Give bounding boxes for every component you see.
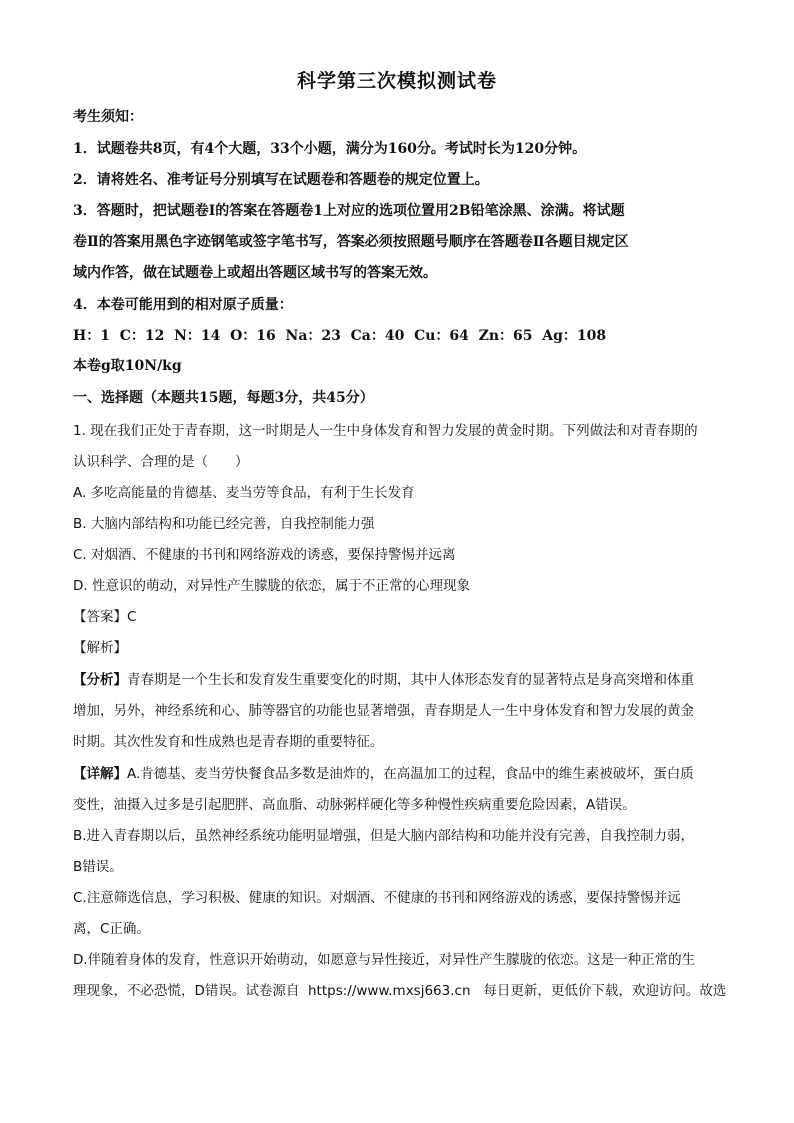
answer-value: C [127,609,137,625]
notice-item-2: 2．请将姓名、准考证号分别填写在试题卷和答题卷的规定位置上。 [73,172,489,188]
notice-item-3-line-2: 卷Ⅱ的答案用黑色字迹钢笔或签字笔书写，答案必须按照题号顺序在答题卷Ⅱ各题目规定区 [73,234,629,250]
notice-item-4: 4．本卷可能用到的相对原子质量： [73,297,293,313]
answer-line [73,608,733,626]
option-b: B. 大脑内部结构和功能已经完善，自我控制能力强 [73,516,375,532]
question-stem-line-2: 认识科学、合理的是（ ） [73,454,249,470]
question-stem-line-1: 1. 现在我们正处于青春期，这一时期是人一生中身体发育和智力发展的黄金时期。下列做法和对青春期的 [73,423,698,439]
xiangjie-d-line-2: 理现象，不必恐慌，D错误。试卷源自 https://www.mxsj663.cn 每日更新，更低价下载，欢迎访问。故选 [73,983,727,999]
fenxi-line-3: 时期。其次性发育和性成熟也是青春期的重要特征。 [73,734,384,750]
xiangjie-c-line-1: C.注意筛选信息，学习积极、健康的知识。对烟酒、不健康的书刊和网络游戏的诱惑，要保持警惕并远 [73,890,681,906]
option-a: A. 多吃高能量的肯德基、麦当劳等食品，有利于生长发育 [73,485,415,501]
analysis-label: 【解析】 [73,640,127,656]
notice-item-3-line-1: 3．答题时，把试题卷Ⅰ的答案在答题卷1上对应的选项位置用2B铅笔涂黑、涂满。将试题 [73,203,625,219]
xiangjie-line-1 [73,765,733,783]
xiangjie-text-a-1: A.肯德基、麦当劳快餐食品多数是油炸的，在高温加工的过程，食品中的维生素被破坏，蛋白质 [127,766,694,782]
xiangjie-b-line-1: B.进入青春期以后，虽然神经系统功能明显增强，但是大脑内部结构和功能并没有完善，自我控制力弱， [73,828,695,844]
xiangjie-a-line-2: 变性，油摄入过多是引起肥胖、高血脂、动脉粥样硬化等多种慢性疾病重要危险因素，A错误。 [73,797,636,813]
xiangjie-b-line-2: B错误。 [73,859,123,875]
atomic-masses: H：1 C：12 N：14 O：16 Na：23 Ca：40 Cu：64 Zn：65 Ag：108 [73,328,607,344]
notice-item-3-line-3: 域内作答，做在试题卷上或超出答题区域书写的答案无效。 [73,265,437,281]
notice-heading: 考生须知： [73,109,143,125]
xiangjie-label: 【详解】 [73,766,127,782]
section-heading: 一、选择题（本题共15题，每题3分，共45分） [73,390,374,406]
xiangjie-c-line-2: 离，C正确。 [73,921,150,937]
option-d: D. 性意识的萌动，对异性产生朦胧的依恋，属于不正常的心理现象 [73,578,470,594]
fenxi-line-2: 增加，另外，神经系统和心、肺等器官的功能也显著增强，青春期是人一生中身体发育和智力发展的黄金 [73,703,694,719]
option-c: C. 对烟酒、不健康的书刊和网络游戏的诱惑，要保持警惕并远离 [73,547,456,563]
fenxi-line-1 [73,671,733,689]
xiangjie-d-line-1: D.伴随着身体的发育，性意识开始萌动，如愿意与异性接近，对异性产生朦胧的依恋。这是一种正常的生 [73,952,696,968]
fenxi-text-1: 青春期是一个生长和发育发生重要变化的时期，其中人体形态发育的显著特点是身高突增和体重 [127,672,694,688]
page-title: 科学第三次模拟测试卷 [296,70,497,92]
answer-label: 【答案】 [73,609,127,625]
fenxi-label: 【分析】 [73,672,127,688]
notice-item-1: 1．试题卷共8页，有4个大题，33个小题，满分为160分。考试时长为120分钟。 [73,141,587,157]
g-value: 本卷g取10N/kg [73,358,182,374]
